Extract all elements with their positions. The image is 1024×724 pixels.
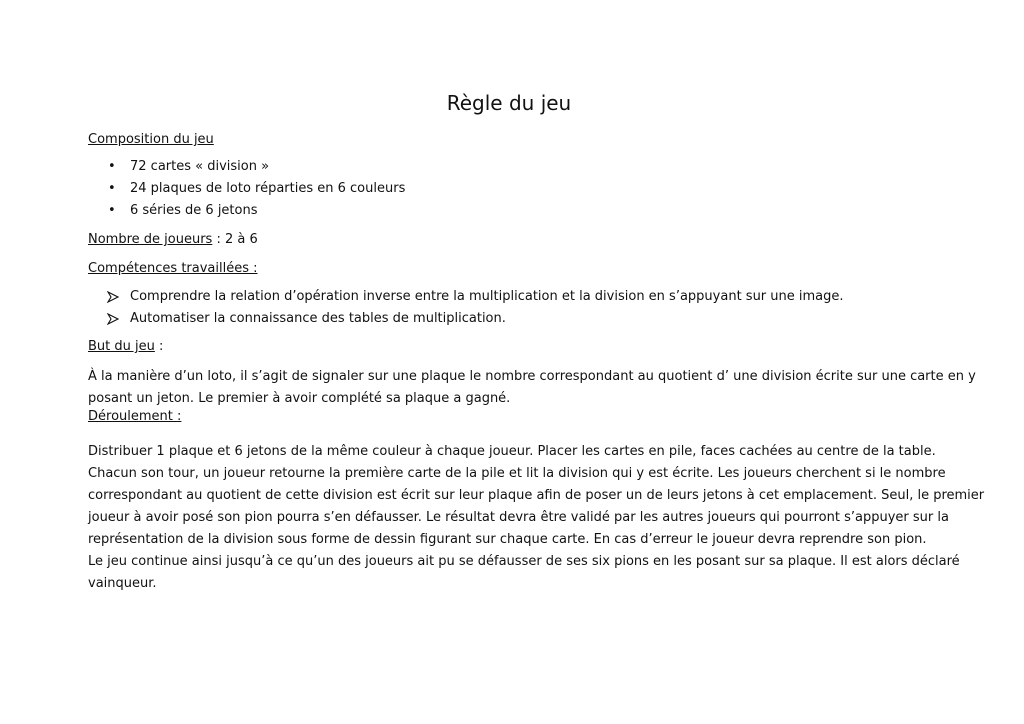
arrow-bullet-icon: [107, 291, 119, 303]
procedure-line: vainqueur.: [88, 576, 157, 591]
procedure-heading: Déroulement :: [88, 409, 182, 424]
skills-item: Automatiser la connaissance des tables de multiplication.: [130, 311, 506, 326]
arrow-bullet-icon: [107, 313, 119, 325]
composition-item: 72 cartes « division »: [130, 159, 270, 174]
goal-label: But du jeu: [88, 339, 155, 354]
goal-line: À la manière d’un loto, il s’agit de signaler sur une plaque le nombre correspondant au quotient d’ une division écrite sur une carte en y: [88, 369, 976, 384]
bullet-dot-icon: •: [108, 181, 116, 196]
page-title-text: Règle du jeu: [446, 91, 572, 115]
goal-heading: [88, 338, 163, 356]
procedure-paragraph: [88, 441, 985, 595]
procedure-line: Le jeu continue ainsi jusqu’à ce qu’un des joueurs ait pu se défausser de ses six pions en les posant sur sa plaque. Il est alors déclaré: [88, 554, 960, 569]
skills-heading: Compétences travaillées :: [88, 261, 258, 276]
procedure-line: correspondant au quotient de cette division est écrit sur leur plaque afin de poser un de leurs jetons à cet emplacement. Seul, le premier: [88, 488, 985, 503]
players-label: Nombre de joueurs: [88, 232, 213, 247]
goal-paragraph: [88, 366, 976, 410]
goal-line: posant un jeton. Le premier à avoir complété sa plaque a gagné.: [88, 391, 511, 406]
composition-item: 6 séries de 6 jetons: [130, 203, 258, 218]
bullet-dot-icon: •: [108, 203, 116, 218]
bullet-dot-icon: •: [108, 159, 116, 174]
composition-item: 24 plaques de loto réparties en 6 couleurs: [130, 181, 406, 196]
players-line: [88, 231, 258, 249]
players-value: : 2 à 6: [212, 232, 258, 247]
procedure-line: représentation de la division sous forme de dessin figurant sur chaque carte. En cas d’erreur le joueur devra reprendre son pion.: [88, 532, 927, 547]
skills-item: Comprendre la relation d’opération inverse entre la multiplication et la division en s’appuyant sur une image.: [130, 289, 844, 304]
page-title: [0, 90, 1024, 116]
goal-suffix: :: [154, 339, 164, 354]
procedure-line: joueur à avoir posé son pion pourra s’en défausser. Le résultat devra être validé par les autres joueurs qui pourront s’appuyer sur la: [88, 510, 949, 525]
procedure-line: Distribuer 1 plaque et 6 jetons de la même couleur à chaque joueur. Placer les cartes en pile, faces cachées au centre de la table.: [88, 444, 936, 459]
procedure-line: Chacun son tour, un joueur retourne la première carte de la pile et lit la division qui y est écrite. Les joueurs cherchent si le nombre: [88, 466, 946, 481]
composition-heading: Composition du jeu: [88, 132, 214, 147]
